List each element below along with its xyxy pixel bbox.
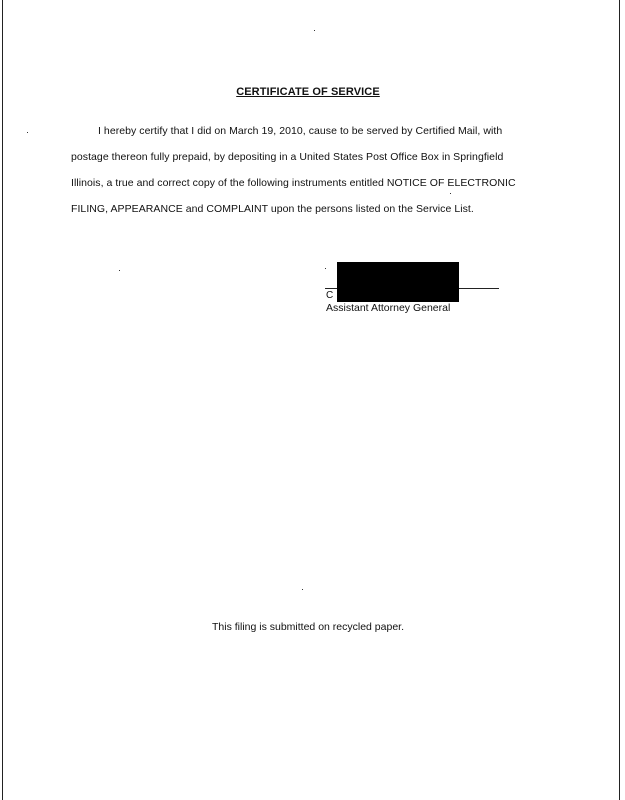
page-left-edge — [2, 0, 3, 800]
scan-speck — [314, 30, 315, 31]
recycled-paper-note: This filing is submitted on recycled paper. — [211, 621, 404, 633]
body-line-2: postage thereon fully prepaid, by depositing in a United States Post Office Box in Springfield — [71, 151, 504, 163]
scan-speck — [27, 132, 28, 133]
document-title: CERTIFICATE OF SERVICE — [236, 86, 380, 98]
scan-speck — [119, 270, 120, 271]
body-line-4: FILING, APPEARANCE and COMPLAINT upon the persons listed on the Service List. — [71, 203, 474, 215]
signer-title: Assistant Attorney General — [326, 302, 451, 314]
scan-speck — [302, 589, 303, 590]
body-line-1: I hereby certify that I did on March 19, 2010, cause to be served by Certified Mail, with — [98, 125, 503, 137]
body-line-3: Illinois, a true and correct copy of the following instruments entitled NOTICE OF ELECTRONIC — [71, 177, 516, 189]
redaction-block — [337, 262, 459, 302]
signer-name-initial: C — [326, 290, 334, 301]
scan-speck — [450, 193, 451, 194]
page-right-edge — [619, 0, 620, 800]
scan-speck — [325, 268, 326, 269]
